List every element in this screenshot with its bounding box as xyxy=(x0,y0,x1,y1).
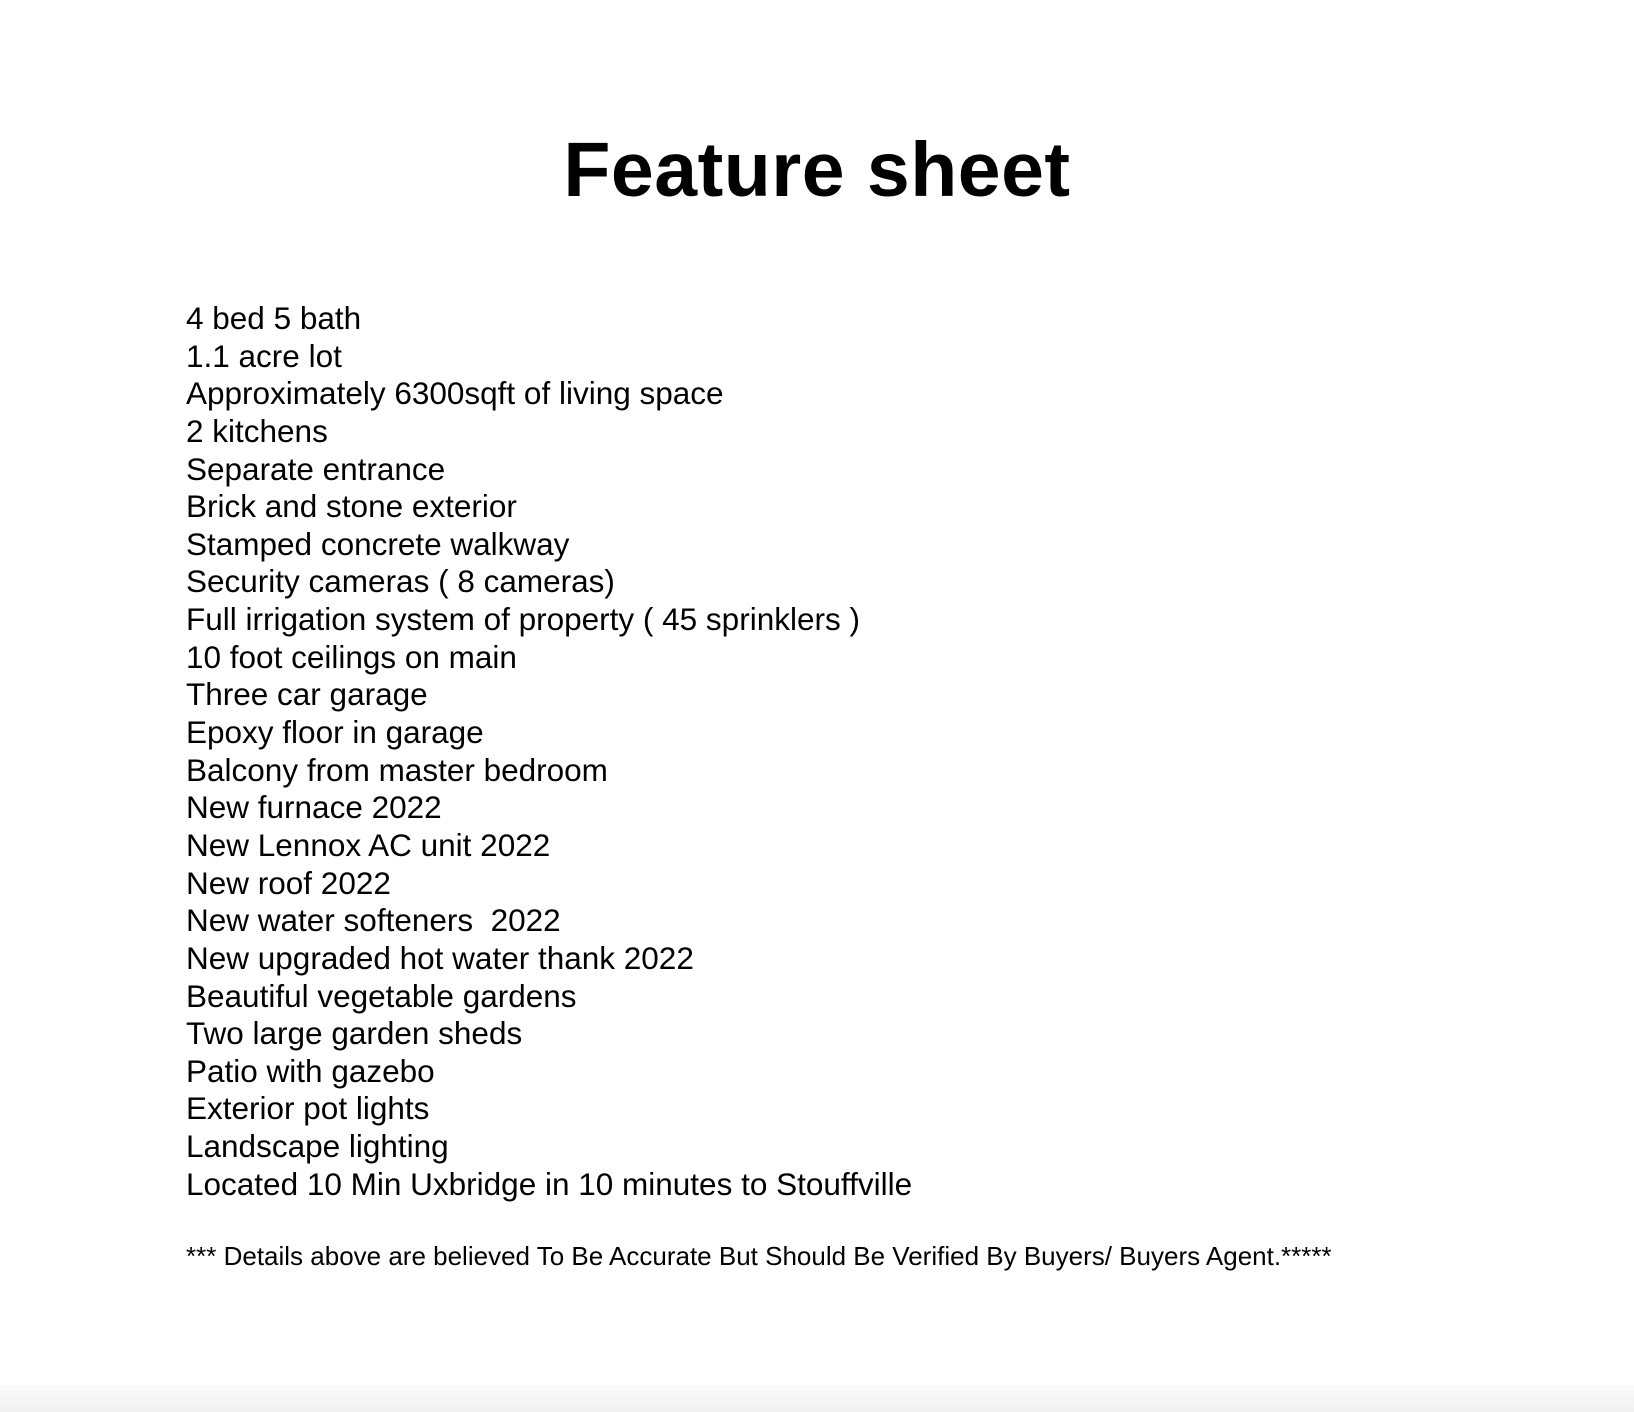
feature-item: Located 10 Min Uxbridge in 10 minutes to Stouffville xyxy=(186,1165,913,1202)
feature-item: 1.1 acre lot xyxy=(186,337,342,374)
feature-item: Balcony from master bedroom xyxy=(186,751,608,788)
feature-item: Brick and stone exterior xyxy=(186,488,517,525)
feature-item: 4 bed 5 bath xyxy=(186,300,362,336)
feature-item: Two large garden sheds xyxy=(186,1015,523,1052)
feature-item: New Lennox AC unit 2022 xyxy=(186,826,551,863)
feature-item: New upgraded hot water thank 2022 xyxy=(186,939,694,976)
feature-item: New furnace 2022 xyxy=(186,789,442,826)
disclaimer-text: *** Details above are believed To Be Accurate But Should Be Verified By Buyers/ Buyers Agent.***** xyxy=(186,1241,1332,1271)
feature-item: Security cameras ( 8 cameras) xyxy=(186,563,615,600)
feature-item: Stamped concrete walkway xyxy=(186,525,570,562)
feature-item: Separate entrance xyxy=(186,450,446,487)
feature-item: New water softeners 2022 xyxy=(186,902,561,939)
page-bottom-edge xyxy=(0,1385,1634,1412)
feature-item: Exterior pot lights xyxy=(186,1090,430,1127)
feature-item: Landscape lighting xyxy=(186,1128,449,1165)
feature-item: Full irrigation system of property ( 45 sprinklers ) xyxy=(186,601,860,638)
feature-item: Approximately 6300sqft of living space xyxy=(186,375,724,412)
feature-item: 2 kitchens xyxy=(186,412,328,449)
feature-list xyxy=(186,300,912,1203)
feature-item: Three car garage xyxy=(186,676,428,713)
feature-item: Epoxy floor in garage xyxy=(186,714,484,751)
feature-item: New roof 2022 xyxy=(186,864,391,901)
page-title: Feature sheet xyxy=(563,127,1071,213)
feature-item: 10 foot ceilings on main xyxy=(186,638,517,675)
feature-item: Beautiful vegetable gardens xyxy=(186,977,577,1014)
feature-item: Patio with gazebo xyxy=(186,1052,435,1089)
